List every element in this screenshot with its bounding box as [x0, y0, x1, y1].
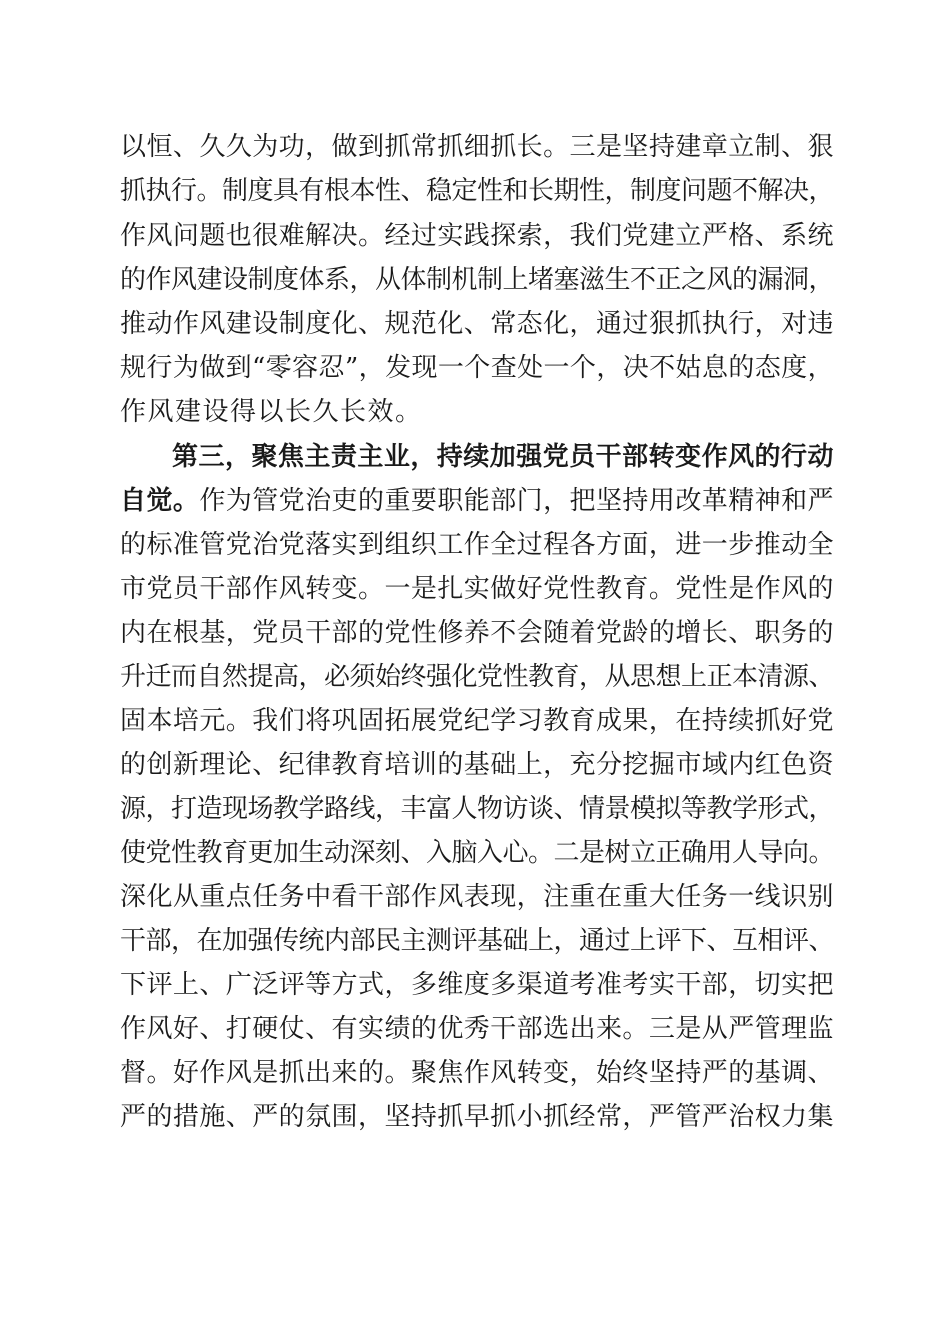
- text-segment: 作风建设得以长久长效。: [120, 397, 423, 427]
- text-segment: 深化从重点任务中看干部作风表现，注重在重大任务一线识别: [120, 882, 834, 912]
- text-line: [120, 970, 834, 1000]
- text-line: [120, 1014, 834, 1044]
- bold-text-segment: 第三，聚焦主责主业，持续加强党员干部转变作风的行动: [172, 442, 834, 472]
- text-segment: 推动作风建设制度化、规范化、常态化，通过狠抓执行，对违: [120, 309, 834, 339]
- text-line: [120, 530, 834, 560]
- text-segment: 干部，在加强传统内部民主测评基础上，通过上评下、互相评、: [120, 926, 834, 956]
- text-line: [120, 794, 834, 824]
- text-segment: 源，打造现场教学路线，丰富人物访谈、情景模拟等教学形式，: [120, 794, 834, 824]
- text-segment: 督。好作风是抓出来的。聚焦作风转变，始终坚持严的基调、: [120, 1058, 834, 1088]
- text-segment: 的作风建设制度体系，从体制机制上堵塞滋生不正之风的漏洞，: [120, 265, 834, 295]
- text-line: [120, 706, 834, 736]
- text-line: [120, 882, 834, 912]
- text-line: [120, 132, 834, 162]
- text-segment: 的创新理论、纪律教育培训的基础上，充分挖掘市域内红色资: [120, 750, 834, 780]
- text-segment: 严的措施、严的氛围，坚持抓早抓小抓经常，严管严治权力集: [120, 1102, 834, 1132]
- text-segment: 作为管党治吏的重要职能部门，把坚持用改革精神和严: [199, 486, 834, 516]
- text-segment: 的标准管党治党落实到组织工作全过程各方面，进一步推动全: [120, 530, 834, 560]
- text-line: [120, 309, 834, 339]
- text-line: [120, 926, 834, 956]
- text-segment: 内在根基，党员干部的党性修养不会随着党龄的增长、职务的: [120, 618, 834, 648]
- text-line: [120, 838, 834, 868]
- text-line: [120, 1102, 834, 1132]
- text-line: [120, 265, 834, 295]
- text-line: [120, 574, 834, 604]
- text-segment: 以恒、久久为功，做到抓常抓细抓长。三是坚持建章立制、狠: [120, 132, 834, 162]
- text-line: [120, 662, 834, 692]
- text-line: [120, 750, 834, 780]
- text-line: [120, 486, 834, 516]
- text-segment: 使党性教育更加生动深刻、入脑入心。二是树立正确用人导向。: [120, 838, 834, 868]
- text-line: [120, 353, 834, 383]
- text-line: [120, 176, 834, 206]
- text-segment: 固本培元。我们将巩固拓展党纪学习教育成果，在持续抓好党: [120, 706, 834, 736]
- text-segment: 规行为做到“零容忍”，发现一个查处一个，决不姑息的态度，: [120, 353, 834, 383]
- text-segment: 市党员干部作风转变。一是扎实做好党性教育。党性是作风的: [120, 574, 834, 604]
- text-line: [120, 1058, 834, 1088]
- text-line: [120, 397, 423, 427]
- text-segment: 抓执行。制度具有根本性、稳定性和长期性，制度问题不解决，: [120, 176, 834, 206]
- text-line: [120, 618, 834, 648]
- bold-text-segment: 自觉。: [120, 486, 200, 516]
- text-segment: 下评上、广泛评等方式，多维度多渠道考准考实干部，切实把: [120, 970, 834, 1000]
- text-segment: 作风好、打硬仗、有实绩的优秀干部选出来。三是从严管理监: [120, 1014, 834, 1044]
- text-line: [120, 221, 834, 251]
- text-segment: 升迁而自然提高，必须始终强化党性教育，从思想上正本清源、: [120, 662, 834, 692]
- text-segment: 作风问题也很难解决。经过实践探索，我们党建立严格、系统: [120, 221, 834, 251]
- text-line: [172, 442, 834, 472]
